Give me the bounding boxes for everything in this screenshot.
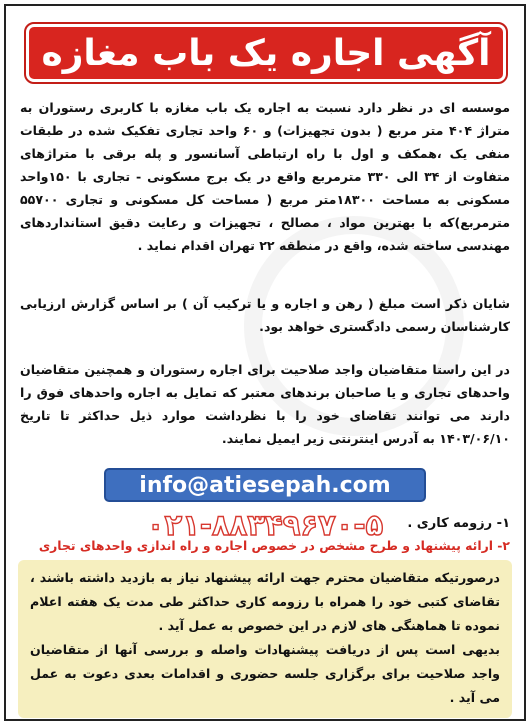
email-bar[interactable] [104, 468, 426, 502]
intro-paragraph: موسسه ای در نظر دارد نسبت به اجاره یک باب مغازه با کاربری رستوران به متراژ ۴۰۴ متر مربع ( بدون تجهیزات) و ۶۰ واحد تجاری تفکیک شده در طبقات منفی یک ،همکف و اول با راه ارتباطی آسانسور و پله برقی با متراژهای متفاوت از ۳۴ الی ۳۳۰ مترمربع واقع در یک برج مسکونی - تجاری با ۱۵۰واحد مسکونی به مساحت ۱۸۳۰۰متر مربع ( مساحت کل مسکونی و تجاری ۵۵۷۰۰ مترمربع)که با بهترین مواد ، مصالح ، تجهیزات و رعایت دقیق استانداردهای مهندسی ساخته شده، واقع در منطقه ۲۲ تهران اقدام نماید . [20, 100, 510, 253]
advertisement [4, 4, 526, 721]
ad-title: آگهی اجاره یک باب مغازه [41, 32, 491, 74]
price-paragraph: شایان ذکر است مبلغ ( رهن و اجاره و یا ترکیب آن ) بر اساس گزارش ارزیابی کارشناسان رسمی دادگستری خواهد بود. [20, 296, 510, 334]
email-address[interactable]: info@atiesepah.com [139, 472, 391, 498]
phone-number: ۰۲۱-۸۸۳۴۹۶۷۰-۵ [146, 508, 384, 542]
call-paragraph: در این راستا متقاضیان واجد صلاحیت برای اجاره رستوران و همچنین متقاضیان واحدهای تجاری و یا صاحبان برندهای معتبر که تمایل به اجاره واحدهای فوق را دارند می توانند تقاضای خود را با نظرداشت موارد ذیل حداکثر تا تاریخ ۱۴۰۳/۰۶/۱۰ به آدرس اینترنتی زیر ایمیل نمایند. [20, 362, 510, 446]
title-banner [26, 24, 506, 82]
followup-note: بدیهی است پس از دریافت پیشنهادات واصله و بررسی آنها از متقاضیان واجد صلاحیت برای برگزاری جلسه حضوری و اقدامات بعدی دعوت به عمل می آید . [30, 642, 500, 705]
requirement-1: ۱- رزومه کاری . [407, 516, 510, 531]
visit-note: درصورتیکه متقاضیان محترم جهت ارائه پیشنهاد نیاز به بازدید داشته باشند ، تقاضای کتبی خود را همراه با رزومه کاری حداکثر طی مدت یک هفته اعلام نموده تا هماهنگی های لازم در این خصوص به عمل آید . [30, 570, 500, 633]
notes-box [18, 560, 512, 718]
requirement-2: ۲- ارائه پیشنهاد و طرح مشخص در خصوص اجاره و راه اندازی واحدهای تجاری [38, 538, 510, 553]
